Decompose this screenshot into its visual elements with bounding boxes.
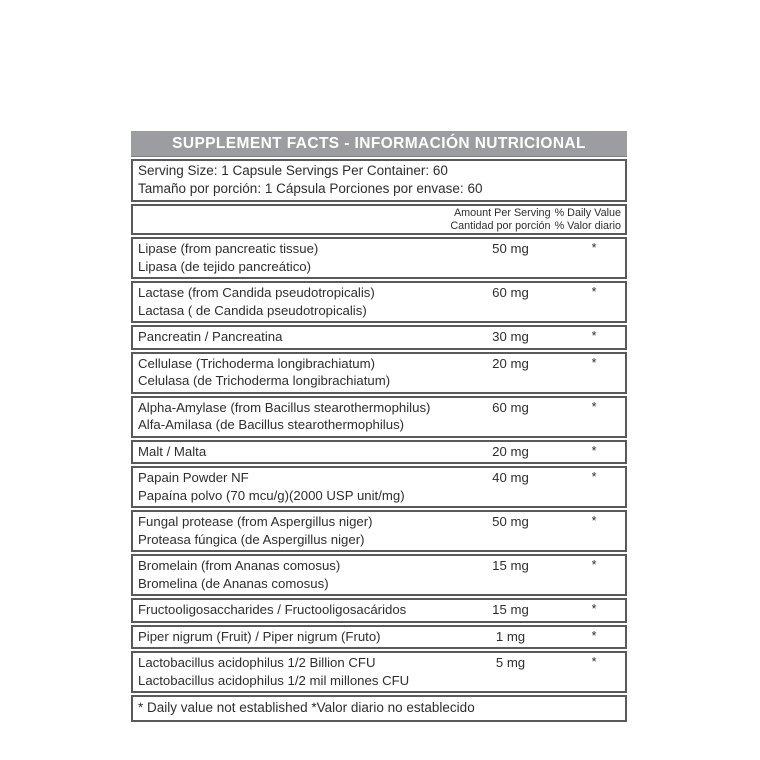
serving-size-line-es: Tamaño por porción: 1 Cápsula Porciones por envase: 60 <box>138 181 483 196</box>
column-headers-es <box>137 220 621 233</box>
daily-value: * <box>591 329 597 343</box>
ingredient-name: Malt / Malta <box>138 443 207 459</box>
amount-value: 30 mg <box>492 329 529 344</box>
ingredient-name: Lactase (from Candida pseudotropicalis) Lactasa ( de Candida pseudotropicalis) <box>138 285 375 318</box>
table-row <box>131 352 627 394</box>
amount-column-header-en: Amount Per Serving <box>453 207 551 219</box>
ingredient-name: Papain Powder NF Papaína polvo (70 mcu/g)(2000 USP unit/mg) <box>138 470 405 503</box>
table-row <box>131 281 627 323</box>
table-row <box>131 325 627 350</box>
ingredient-name: Alpha-Amylase (from Bacillus stearothermophilus) Alfa-Amilasa (de Bacillus stearothermophilus) <box>138 399 431 432</box>
amount-value: 20 mg <box>492 443 529 459</box>
table-row <box>131 625 627 650</box>
daily-value: * <box>591 655 597 669</box>
ingredient-name: Pancreatin / Pancreatina <box>138 329 283 344</box>
amount-value: 40 mg <box>492 470 529 485</box>
table-row <box>131 598 627 623</box>
daily-value: * <box>591 558 597 572</box>
daily-value: * <box>591 399 597 414</box>
ingredient-name: Fungal protease (from Aspergillus niger) Proteasa fúngica (de Aspergillus niger) <box>138 514 373 547</box>
daily-value: * <box>591 443 597 458</box>
ingredient-name: Fructooligosaccharides / Fructooligosacáridos <box>138 602 407 617</box>
daily-value: * <box>591 628 597 643</box>
ingredient-name: Piper nigrum (Fruit) / Piper nigrum (Fruto) <box>138 628 381 644</box>
amount-value: 60 mg <box>492 285 529 300</box>
table-row <box>131 510 627 552</box>
amount-value: 1 mg <box>495 628 526 644</box>
table-row <box>131 237 627 279</box>
daily-value-column-header-es: % Valor diario <box>554 219 621 232</box>
ingredient-name: Lactobacillus acidophilus 1/2 Billion CFU Lactobacillus acidophilus 1/2 mil millones CFU <box>138 655 410 688</box>
amount-value: 60 mg <box>492 399 529 415</box>
ingredient-name: Lipase (from pancreatic tissue) Lipasa (de tejido pancreático) <box>138 241 319 274</box>
ingredient-name: Bromelain (from Ananas comosus) Bromelina (de Ananas comosus) <box>138 558 341 591</box>
daily-value-column-header-en: % Daily Value <box>554 207 621 219</box>
table-row <box>131 440 627 465</box>
daily-value: * <box>591 602 597 616</box>
amount-column-header-es: Cantidad por porción <box>450 219 551 232</box>
footnote: * Daily value not established *Valor diario no establecido <box>131 695 627 722</box>
table-row <box>131 651 627 693</box>
supplement-facts-label <box>131 131 627 722</box>
amount-value: 15 mg <box>492 558 529 573</box>
serving-info-box <box>131 159 627 202</box>
amount-value: 5 mg <box>495 655 526 670</box>
daily-value: * <box>591 241 597 255</box>
daily-value: * <box>591 285 597 299</box>
table-row <box>131 554 627 596</box>
serving-size-line-en: Serving Size: 1 Capsule Servings Per Container: 60 <box>138 163 448 178</box>
daily-value: * <box>591 470 597 484</box>
table-row <box>131 396 627 438</box>
daily-value: * <box>591 514 597 528</box>
table-row <box>131 466 627 508</box>
amount-value: 50 mg <box>492 514 529 529</box>
amount-value: 15 mg <box>492 602 529 617</box>
label-title: SUPPLEMENT FACTS - INFORMACIÓN NUTRICIONAL <box>131 131 627 157</box>
amount-value: 50 mg <box>492 241 529 256</box>
column-headers-box <box>131 204 627 235</box>
daily-value: * <box>591 355 597 370</box>
ingredient-name: Cellulase (Trichoderma longibrachiatum) Celulasa (de Trichoderma longibrachiatum) <box>138 355 391 388</box>
amount-value: 20 mg <box>492 355 529 371</box>
column-headers-en <box>137 207 621 220</box>
